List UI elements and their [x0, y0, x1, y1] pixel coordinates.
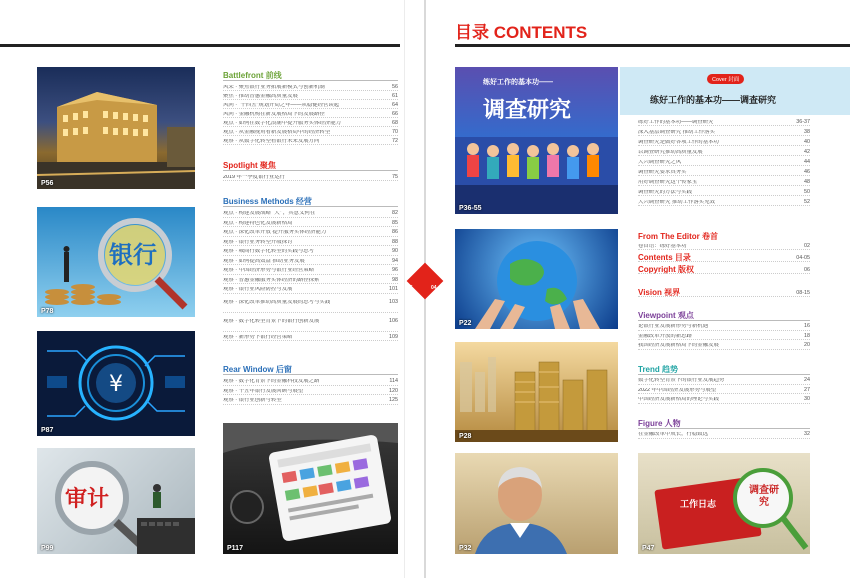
toc-item[interactable]: 观点 · 深化改革开放 提升服务实体经济能力 86: [223, 227, 398, 237]
page-label: P87: [41, 427, 54, 434]
building-illustration: [37, 67, 195, 189]
photo-globe-hands: [455, 229, 618, 329]
photo-cover-survey: [455, 67, 618, 214]
coins-city-illustration: [455, 342, 618, 442]
toc-item[interactable]: 观察 · 中国经济形势与银行业经营策略 96: [223, 265, 398, 275]
page-number-left: 05: [407, 285, 413, 291]
toc-item[interactable]: 大兴调查研究之风 44: [638, 156, 810, 166]
notebook-illustration: [638, 453, 810, 554]
cover-image-big-title: 调查研究: [483, 98, 572, 123]
toc-item[interactable]: 数字化转型背景下的银行业发展趋势 24: [638, 375, 810, 385]
toc-list: [223, 376, 398, 405]
notebook-magnifier-sign: 调查研究: [749, 485, 779, 508]
cover-badge: Cover 封面: [707, 74, 744, 84]
toc-item[interactable]: 论银行业发展新形势与新机遇 16: [638, 321, 810, 331]
toc-item[interactable]: 观察 · 银行业创新与转型 125: [223, 395, 398, 405]
toc-item[interactable]: 风向 · “十四五”规划开局之年——从稳健经营谈起 64: [223, 101, 398, 108]
toc-item[interactable]: 练好工作的基本功——调查研究 36-37: [638, 116, 810, 126]
toc-item[interactable]: 大兴调查研究 推动工作落实见效 52: [638, 196, 810, 206]
toc-list: [638, 321, 810, 350]
svg-text:¥: ¥: [109, 372, 123, 397]
portrait-illustration: [455, 453, 618, 554]
toc-item[interactable]: 卷首语：练好基本功 02: [638, 242, 810, 249]
toc-item[interactable]: 2022 年中国经济发展形势与展望 27: [638, 385, 810, 395]
right-top-rule: [455, 44, 850, 47]
section-title: Spotlight 聚焦: [223, 161, 276, 170]
audit-sign: 审计: [65, 487, 110, 512]
page-label: P36-55: [459, 205, 482, 212]
cover-toc-list: [638, 116, 810, 206]
section-rule: [223, 170, 398, 171]
toc-item[interactable]: 2019 年一季度银行业运行 75: [223, 173, 398, 180]
photo-car-coin: [37, 331, 195, 436]
page-label: P117: [227, 545, 243, 552]
audit-illustration: [37, 448, 195, 554]
toc-list: [638, 429, 810, 439]
toc-item[interactable]: 风向 · 金融机构在新发展格局下的发展路径 66: [223, 110, 398, 117]
photo-notebook: [638, 453, 810, 554]
toc-item[interactable]: 观察 · 如何提高效益 推动业务发展 94: [223, 256, 398, 266]
toc-item[interactable]: 以调查研究推动高质量发展 42: [638, 146, 810, 156]
globe-hands-illustration: [455, 229, 618, 329]
page-number-right: 04: [431, 285, 437, 291]
section-rule: [223, 80, 398, 81]
section-title: Contents 目录: [638, 253, 691, 262]
toc-item[interactable]: 观察 · 银行业风险防控与发展 101: [223, 284, 398, 294]
section-title: Figure 人物: [638, 419, 681, 428]
section-title: Battlefront 前线: [223, 71, 282, 80]
toc-list: [638, 375, 810, 404]
toc-item[interactable]: 调查研究要求真务实 46: [638, 166, 810, 176]
toc-item[interactable]: 我国经济发展新格局下的金融发展 20: [638, 340, 810, 350]
cover-image-caption: 练好工作的基本功——: [483, 79, 553, 86]
toc-item[interactable]: 聚焦 · 推动普惠金融高质量发展 61: [223, 92, 398, 99]
section-title: From The Editor 卷首: [638, 232, 718, 241]
photo-portrait: [455, 453, 618, 554]
toc-item[interactable]: 观点 · 从金融视角看新发展格局中的经济转型 70: [223, 128, 398, 135]
section-title: Trend 趋势: [638, 365, 679, 374]
section-title: Rear Window 后窗: [223, 365, 292, 374]
section-rule: [223, 374, 398, 375]
photo-bank: [37, 207, 195, 317]
page-label: P47: [642, 545, 655, 552]
section-title: Vision 视界: [638, 288, 681, 297]
toc-item[interactable]: 观察 · 深化改革推动高质量发展的思考与实践 103: [223, 294, 398, 313]
toc-list: [223, 172, 398, 181]
cover-title: 练好工作的基本功——调查研究: [650, 95, 777, 105]
bank-sign: 银行: [109, 241, 157, 269]
toc-item[interactable]: 调查研究是做好各项工作的基本功 40: [638, 136, 810, 146]
photo-audit: [37, 448, 195, 554]
photo-building: [37, 67, 195, 189]
toc-item[interactable]: 深入基层调查研究 推动工作落实 38: [638, 126, 810, 136]
toc-item[interactable]: 风采 · 聚焦银行业务拓展新模式与创新机制 56: [223, 83, 398, 90]
toc-item[interactable]: 观察 · 十五年银行发展回顾与展望 120: [223, 386, 398, 396]
section-title: Copyright 版权: [638, 265, 694, 274]
toc-item[interactable]: 观点 · 如何在数字化浪潮中提升服务实体经济能力 68: [223, 119, 398, 126]
page-number-diamond: [407, 263, 444, 300]
tablet-illustration: [223, 423, 398, 554]
page-label: P99: [41, 545, 54, 552]
page-label: P22: [459, 320, 472, 327]
photo-coins-city: [455, 342, 618, 442]
toc-item[interactable]: 06: [638, 265, 810, 274]
toc-item[interactable]: 04-05: [638, 253, 810, 262]
toc-item[interactable]: 观察 · 城商行数字化转型的实践与思考 90: [223, 246, 398, 256]
toc-list: [223, 82, 398, 145]
toc-list: [223, 208, 398, 341]
section-title: Business Methods 经营: [223, 197, 312, 206]
toc-list: [638, 288, 810, 297]
toc-list: [638, 241, 810, 250]
page-label: P32: [459, 545, 472, 552]
toc-list: [638, 265, 810, 274]
toc-item[interactable]: 在金融改革中成长，行稳致远 32: [638, 429, 810, 439]
toc-item[interactable]: 用好调查研究这个传家宝 48: [638, 176, 810, 186]
toc-item[interactable]: 调查研究的方法与实践 50: [638, 186, 810, 196]
toc-item[interactable]: 观察 · 普惠金融服务实体经济的路径探索 98: [223, 275, 398, 285]
toc-item[interactable]: 08-15: [638, 288, 810, 297]
toc-item[interactable]: 金融改革开放的新思路 18: [638, 331, 810, 341]
page-fold-shadow: [404, 0, 405, 578]
page-label: P78: [41, 308, 54, 315]
page-label: P28: [459, 433, 472, 440]
page-label: P56: [41, 180, 54, 187]
toc-item[interactable]: 观点 · 构建特色化发展新格局 85: [223, 218, 398, 228]
toc-item[interactable]: 观点 · 构建发展战略 “大” ，其意义何在 82: [223, 208, 398, 218]
photo-tablet: [223, 423, 398, 554]
toc-item[interactable]: 观察 · 数字化转型背景下的银行创新发展 106: [223, 313, 398, 332]
toc-item[interactable]: 观察 · 新形势下银行经营策略 109: [223, 332, 398, 342]
toc-list: [638, 253, 810, 262]
car-coin-illustration: [37, 331, 195, 436]
notebook-sign: 工作日志: [680, 499, 717, 509]
left-top-rule: [0, 44, 400, 47]
section-title: Viewpoint 观点: [638, 311, 694, 320]
cover-illustration: [455, 67, 618, 214]
toc-item[interactable]: 观察 · 从数字化转型看银行未来发展方向 72: [223, 137, 398, 144]
contents-title: 目录 CONTENTS: [455, 23, 588, 42]
toc-item[interactable]: 中国经济发展新格局的理论与实践 30: [638, 394, 810, 404]
toc-item[interactable]: 观察 · 数字化背景下的金融科技发展之路 114: [223, 376, 398, 386]
section-rule: [223, 206, 398, 207]
toc-item[interactable]: 观察 · 银行业务转型升级探讨 88: [223, 237, 398, 247]
